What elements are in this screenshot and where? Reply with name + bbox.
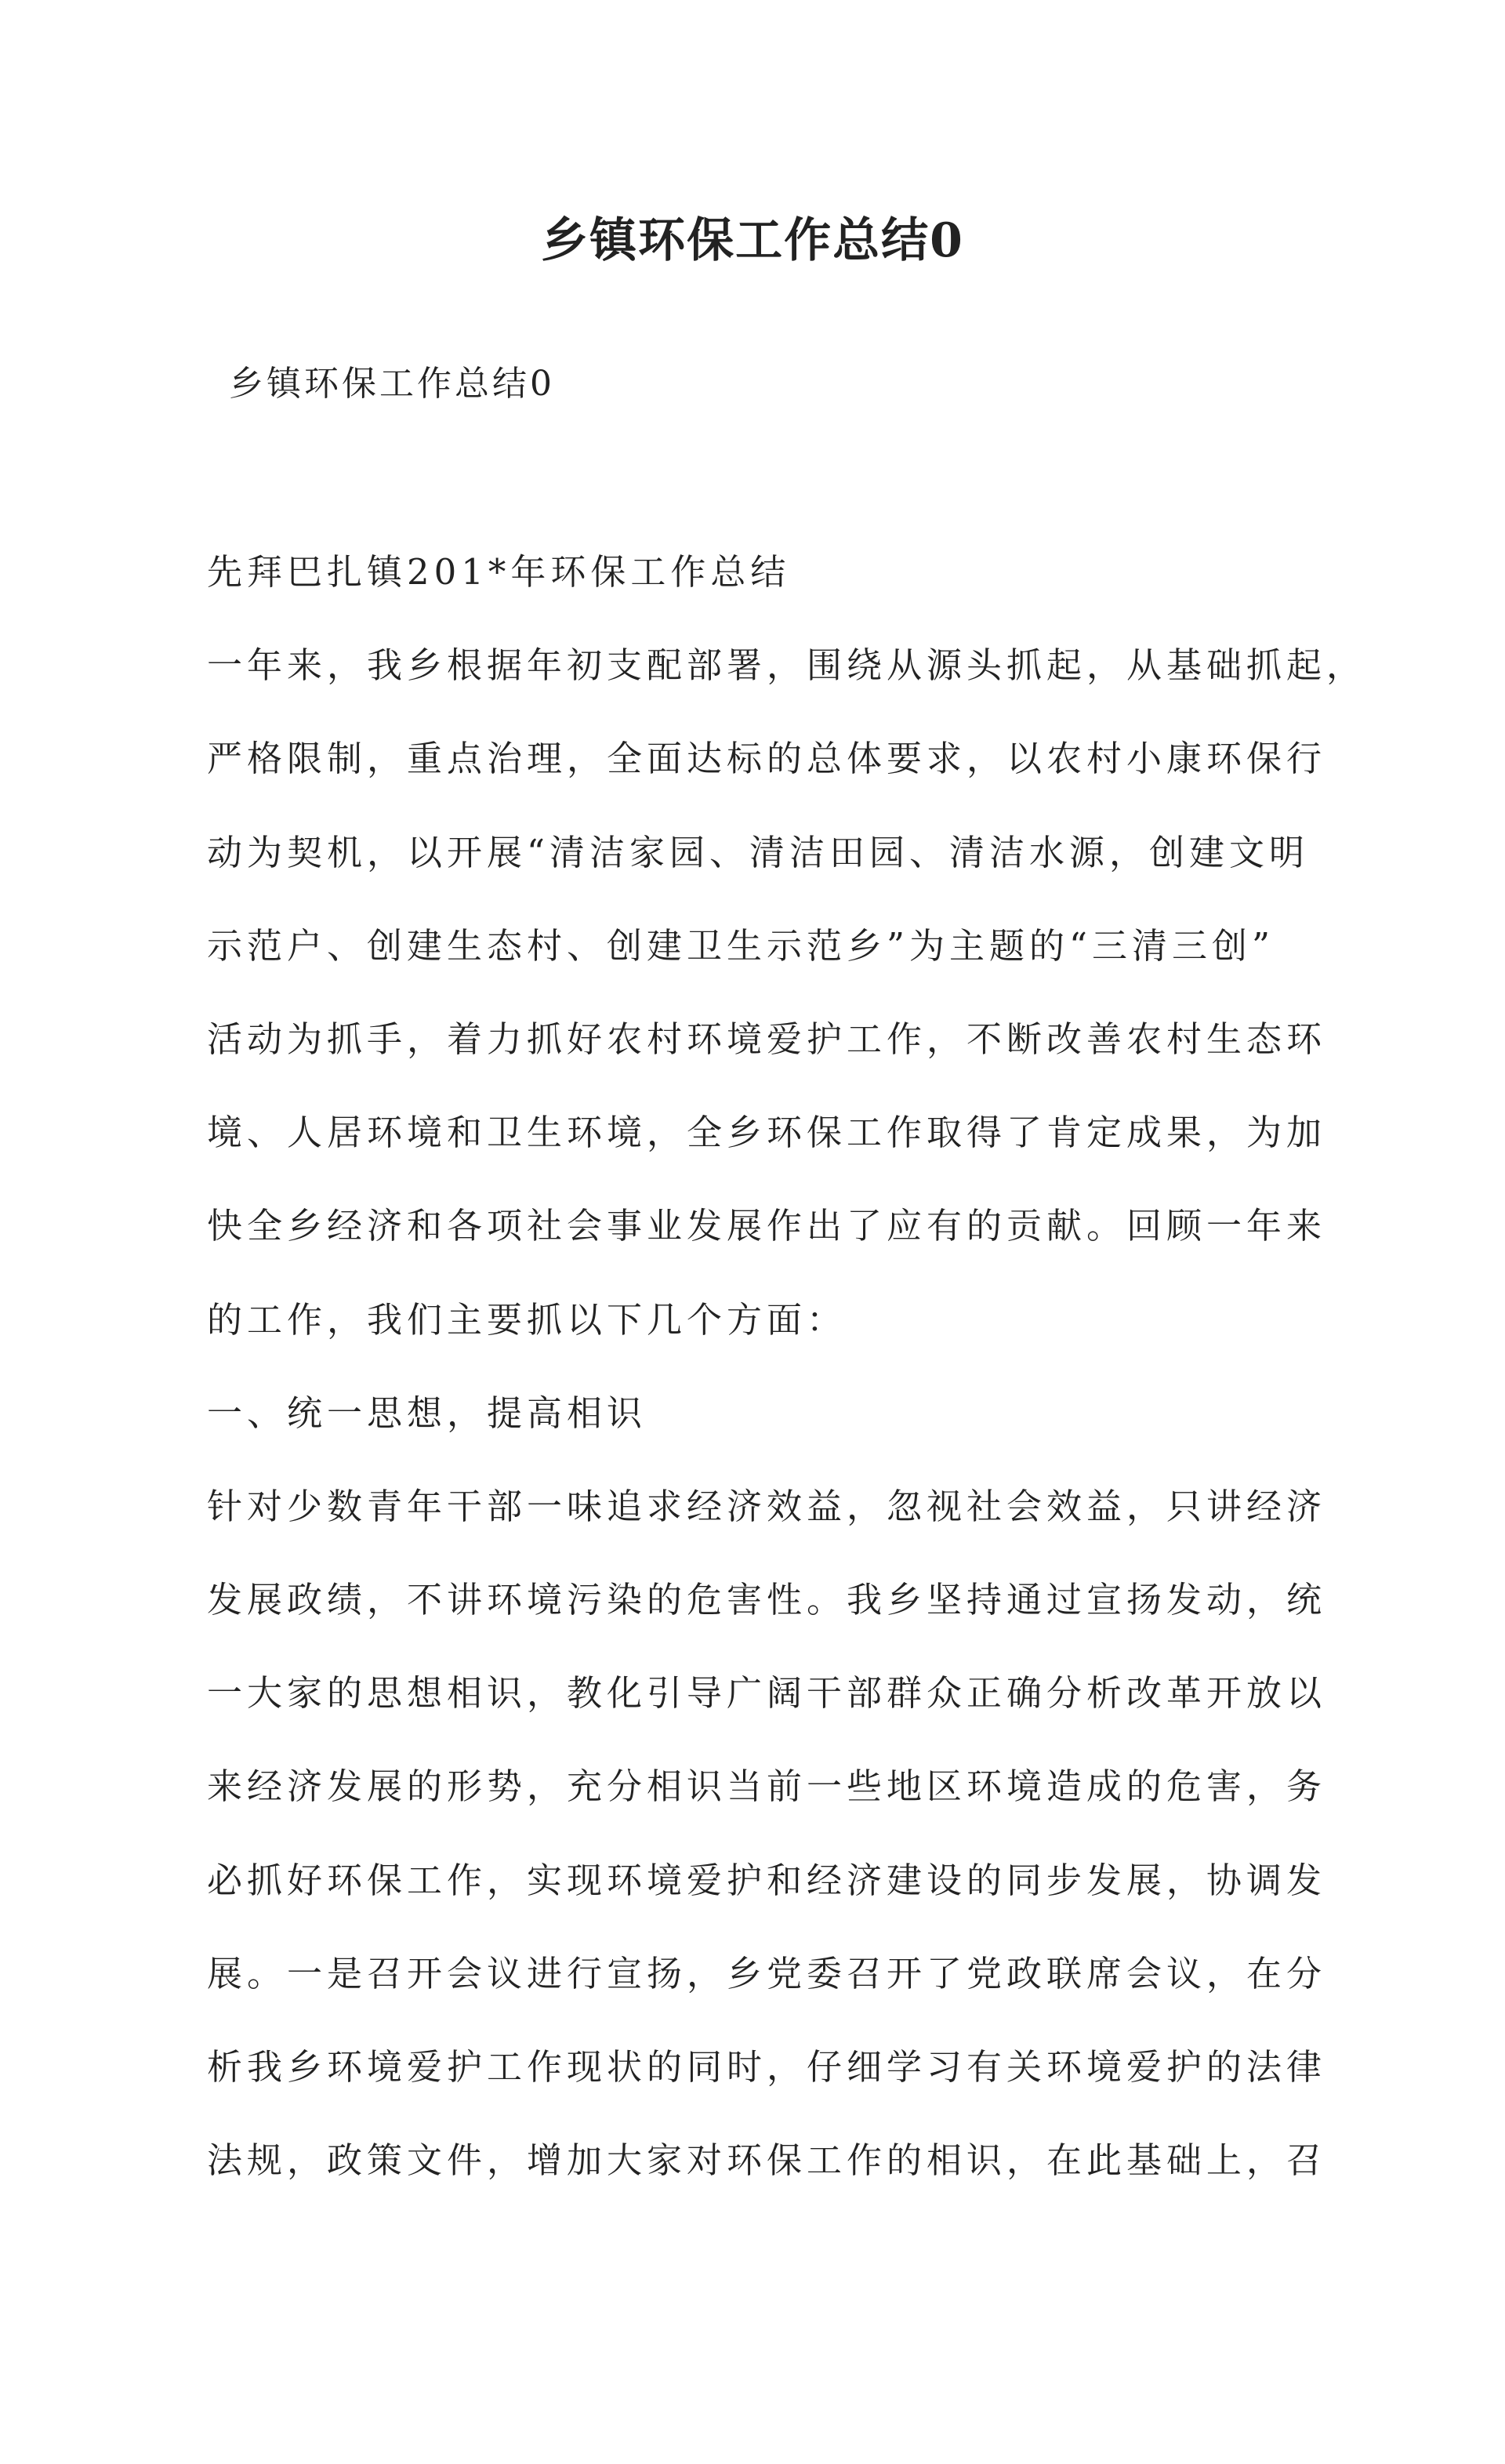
section-heading: 一、统一思想，提高相识 [207,1392,647,1434]
body-line: 的工作，我们主要抓以下几个方面： [207,1298,847,1341]
body-line: 快全乡经济和各项社会事业发展作出了应有的贡献。回顾一年来 [207,1205,1327,1247]
body-line: 示范户、创建生态村、创建卫生示范乡”为主题的“三清三创” [207,924,1275,967]
body-line: 展。一是召开会议进行宣扬，乡党委召开了党政联席会议，在分 [207,1952,1327,1994]
document-body [207,545,1367,2226]
body-line: 先拜巴扎镇201*年环保工作总结 [207,551,791,593]
body-line: 析我乡环境爱护工作现状的同时，仔细学习有关环境爱护的法律 [207,2046,1327,2088]
body-line: 严格限制，重点治理，全面达标的总体要求，以农村小康环保行 [207,738,1327,780]
document-title: 乡镇环保工作总结0 [541,213,964,268]
body-line: 活动为抓手，着力抓好农村环境爱护工作，不断改善农村生态环 [207,1018,1327,1060]
body-line: 来经济发展的形势，充分相识当前一些地区环境造成的危害，务 [207,1765,1327,1808]
body-line: 境、人居环境和卫生环境，全乡环保工作取得了肯定成果，为加 [207,1112,1327,1154]
body-line: 动为契机，以开展“清洁家园、清洁田园、清洁水源，创建文明 [207,831,1310,873]
body-line: 一大家的思想相识，教化引导广阔干部群众正确分析改革开放以 [207,1672,1327,1715]
body-line: 必抓好环保工作，实现环境爱护和经济建设的同步发展，协调发 [207,1859,1327,1901]
body-line: 发展政绩，不讲环境污染的危害性。我乡坚持通过宣扬发动，统 [207,1579,1327,1621]
body-line: 一年来，我乡根据年初支配部署，围绕从源头抓起，从基础抓起， [207,644,1367,687]
document-subtitle: 乡镇环保工作总结0 [229,364,555,404]
body-line: 法规，政策文件，增加大家对环保工作的相识，在此基础上，召 [207,2139,1327,2182]
body-line: 针对少数青年干部一味追求经济效益，忽视社会效益，只讲经济 [207,1485,1327,1527]
